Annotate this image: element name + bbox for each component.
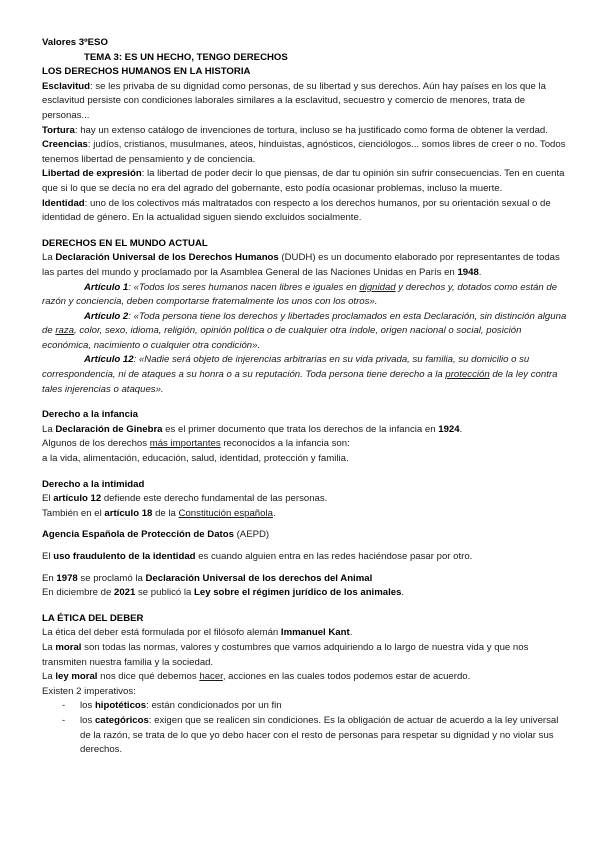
- course-label: Valores 3ºESO: [42, 37, 108, 48]
- etica-line: La ética del deber está formulada por el filósofo alemán Immanuel Kant.: [42, 627, 353, 639]
- section-title-history: LOS DERECHOS HUMANOS EN LA HISTORIA: [42, 66, 251, 78]
- article-2: Artículo 2: «Toda persona tiene los derechos y libertades proclamados en esta Declaración, sin distinción alguna de raza, color, sexo, idioma, religión, opinión política o de cualquier otra índole, origen nacional o social, posición económica, nacimiento o cualquier otra condición».: [42, 310, 567, 351]
- intimidad-line: También en el artículo 18 de la Constitución española.: [42, 507, 276, 519]
- list-item: - los hipotéticos: están condicionados por un fin: [42, 699, 570, 714]
- history-paragraph: [42, 80, 570, 124]
- etica-line: La moral son todas las normas, valores y costumbres que vamos adquiriendo a lo largo de nuestra vida y que nos transmiten nuestra familia y la sociedad.: [42, 641, 529, 668]
- intimidad-line: El artículo 12 defiende este derecho fundamental de las personas.: [42, 493, 328, 505]
- dash-bullet: -: [62, 700, 66, 712]
- aepd-line: El uso fraudulento de la identidad es cuando alguien entra en las redes haciéndose pasar por otro.: [42, 551, 473, 562]
- history-paragraph: [42, 138, 570, 167]
- subsection-title-infancia: Derecho a la infancia: [42, 409, 138, 421]
- dash-bullet: -: [62, 714, 66, 726]
- definition: : hay un extenso catálogo de invenciones de tortura, incluso se ha justificado como forma de obtener la verdad.: [74, 124, 548, 136]
- unit-title: TEMA 3: ES UN HECHO, TENGO DERECHOS: [84, 51, 288, 63]
- definition: : uno de los colectivos más maltratados con respecto a los derechos humanos, por su orientación sexual o de identidad de género. En la actualidad siguen siendo excluidos socialmente.: [42, 197, 551, 224]
- history-paragraph: [42, 167, 570, 196]
- aepd-line: En diciembre de 2021 se publicó la Ley sobre el régimen jurídico de los animales.: [42, 587, 405, 599]
- definition: : judíos, cristianos, musulmanes, ateos, hinduistas, agnósticos, cienciólogos... somos libres de creer o no. Todos tenemos libertad de pensamiento y de conciencia.: [42, 139, 566, 165]
- section-title-etica: LA ÉTICA DEL DEBER: [42, 612, 144, 624]
- history-paragraph: [42, 124, 570, 139]
- imperatives-list: [42, 699, 570, 757]
- history-paragraph: [42, 197, 570, 226]
- definition: : se les privaba de su dignidad como personas, de su libertad y sus derechos. Aún hay países en los que la esclavitud persiste con condiciones laborales similares a la esclavitud, secuestro y comercio de menores, trata de personas...: [42, 80, 546, 121]
- aepd-line: En 1978 se proclamó la Declaración Universal de los derechos del Animal: [42, 572, 373, 584]
- term: Tortura: [42, 124, 75, 136]
- term: Libertad de expresión: [42, 168, 142, 180]
- definition: : la libertad de poder decir lo que piensas, de dar tu opinión sin sufrir consecuencias. Ten en cuenta que si lo que se decía no era del agrado del gobernante, esto podía ocasionar problemas, incluso la muerte.: [42, 168, 565, 194]
- term: Identidad: [42, 197, 85, 209]
- subsection-title-intimidad: Derecho a la intimidad: [42, 478, 145, 490]
- article-1: Artículo 1: «Todos los seres humanos nacen libres e iguales en dignidad y derechos y, dotados como están de razón y conciencia, deben comportarse fraternalmente los unos con los otros».: [42, 281, 558, 308]
- article-12: Artículo 12: «Nadie será objeto de injerencias arbitrarias en su vida privada, su familia, su domicilio o su correspondencia, ni de ataques a su honra o a su reputación. Toda persona tiene derecho a la protección de la ley contra tales injerencias o ataques».: [42, 354, 558, 395]
- section-title-world: DERECHOS EN EL MUNDO ACTUAL: [42, 237, 208, 249]
- term: Esclavitud: [42, 80, 90, 92]
- infancia-line: a la vida, alimentación, educación, salud, identidad, protección y familia.: [42, 453, 349, 465]
- infancia-line: Algunos de los derechos más importantes reconocidos a la infancia son:: [42, 438, 350, 450]
- dudh-intro: La Declaración Universal de los Derechos Humanos (DUDH) es un documento elaborado por representantes de todas las partes del mundo y proclamado por la Asamblea General de las Naciones Unidas en París en 1948.: [42, 252, 560, 278]
- list-item: - los categóricos: exigen que se realicen sin condiciones. Es la obligación de actuar de acuerdo a la ley universal de la razón, se trata de lo que yo debo hacer con el resto de personas para respetar su dignidad y no violar sus derechos.: [62, 714, 559, 756]
- term: Creencias: [42, 139, 88, 151]
- etica-line: Existen 2 imperativos:: [42, 685, 136, 697]
- document-page: [42, 36, 570, 758]
- subsection-title-aepd: Agencia Española de Protección de Datos (AEPD): [42, 529, 270, 541]
- infancia-line: La Declaración de Ginebra es el primer documento que trata los derechos de la infancia en 1924.: [42, 423, 463, 435]
- etica-line: La ley moral nos dice qué debemos hacer, acciones en las cuales todos podemos estar de acuerdo.: [42, 671, 471, 683]
